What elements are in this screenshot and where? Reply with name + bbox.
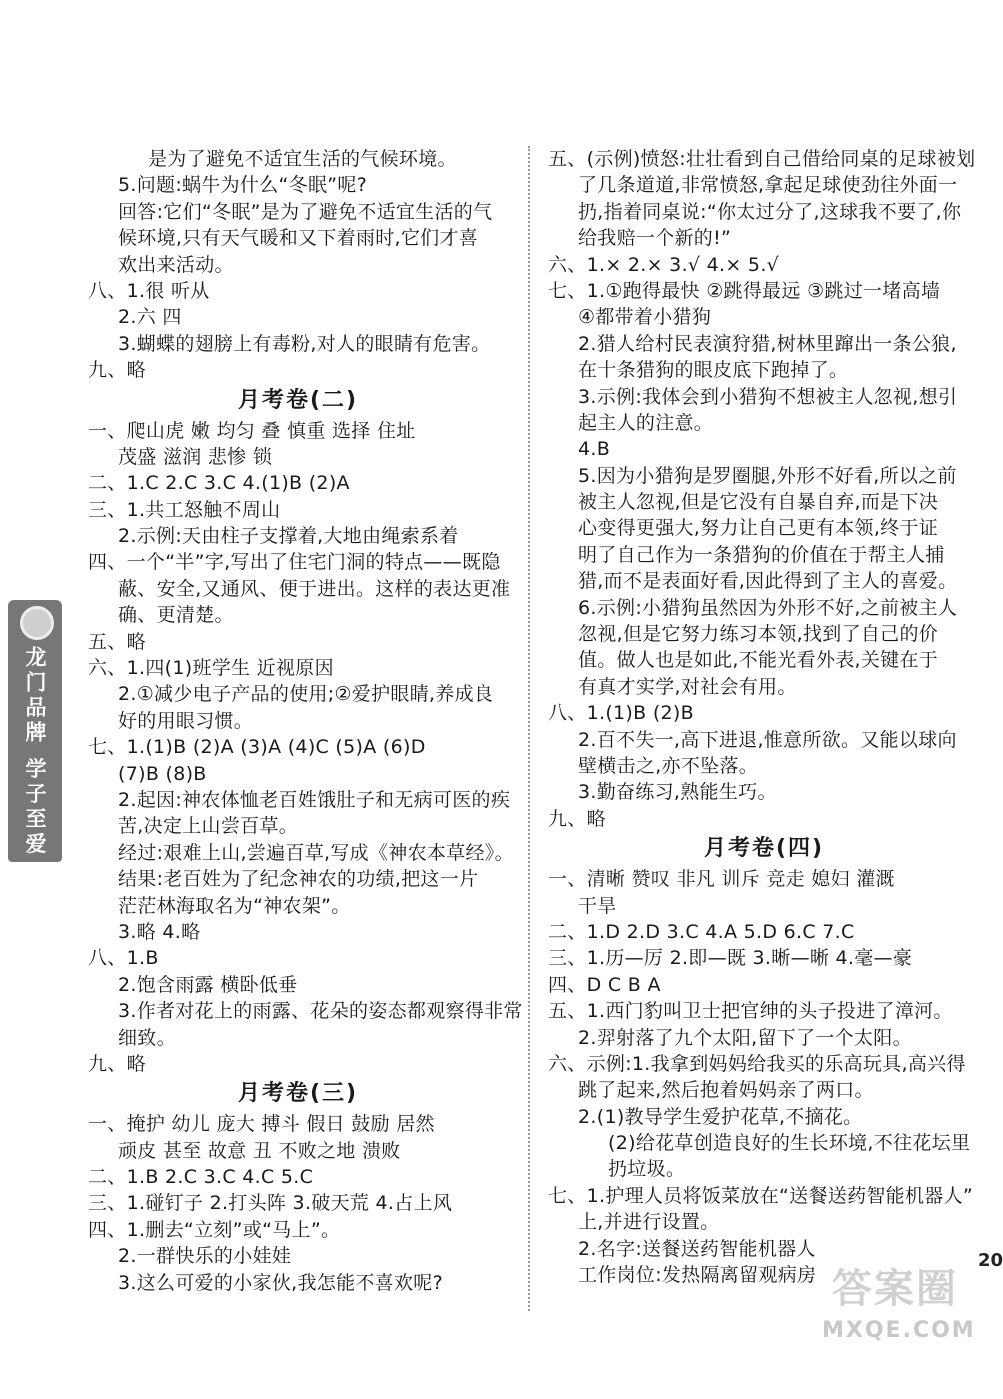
brand-dot-icon	[20, 606, 54, 640]
answer-line: 三、1.共工怒触不周山	[88, 498, 281, 521]
answer-line: 心变得更强大,努力让自己更有本领,终于证	[578, 517, 939, 540]
answer-line: 三、1.历—厉 2.即—既 3.晰—晰 4.毫—豪	[548, 947, 913, 970]
answer-line: 二、1.B 2.C 3.C 4.C 5.C	[88, 1166, 314, 1189]
answer-line: 经过:艰难上山,尝遍百草,写成《神农本草经》。	[118, 841, 514, 864]
answer-line: 七、1.护理人员将饭菜放在“送餐送药智能机器人”	[548, 1184, 974, 1207]
answer-line: 6.示例:小猎狗虽然因为外形不好,之前被主人	[578, 596, 958, 619]
answer-line: 五、1.西门豹叫卫士把官绅的头子投进了漳河。	[548, 1000, 953, 1023]
answer-line: 2.猎人给村民表演狩猎,树林里蹿出一条公狼,	[578, 332, 957, 355]
left-column	[88, 146, 523, 1296]
answer-line: 四、1.删去“立刻”或“马上”。	[88, 1218, 341, 1241]
answer-line: 壁横击之,亦不坠落。	[578, 754, 759, 777]
answer-line: 3.这么可爱的小家伙,我怎能不喜欢呢?	[118, 1271, 443, 1294]
answer-line: 2.百不失一,高下进退,惟意所欲。又能以球向	[578, 728, 957, 751]
answer-line: 给我赔一个新的!”	[578, 227, 732, 250]
answer-line: 四、D C B A	[548, 973, 661, 996]
answer-line: 茂盛 滋润 悲惨 锁	[118, 445, 273, 468]
answer-line: 五、(示例)愤怒:壮壮看到自己借给同桌的足球被划	[548, 148, 976, 170]
answer-line: 二、1.D 2.D 3.C 4.A 5.D 6.C 7.C	[548, 920, 855, 943]
answer-line: 六、1.四(1)班学生 近视原因	[88, 657, 334, 680]
answer-line: 四、一个“半”字,写出了住宅门洞的特点——既隐	[88, 551, 501, 574]
answer-line: 一、掩护 幼儿 庞大 搏斗 假日 鼓励 居然	[88, 1113, 435, 1136]
answer-line: 回答:它们“冬眠”是为了避免不适宜生活的气	[118, 200, 493, 223]
answer-line: 茫茫林海取名为“神农架”。	[118, 894, 351, 917]
answer-line: 好的用眼习惯。	[118, 709, 254, 732]
answer-line: 起主人的注意。	[578, 411, 714, 434]
right-lines-a	[548, 146, 980, 832]
answer-line: 八、1.很 听从	[88, 279, 210, 302]
answer-line: 二、1.C 2.C 3.C 4.(1)B (2)A	[88, 472, 350, 495]
section-title-exam-2: 月考卷(二)	[237, 387, 359, 413]
left-lines-c	[88, 1111, 508, 1296]
answer-line: 九、略	[548, 807, 606, 830]
answer-line: 忽视,但是它努力练习本领,找到了自己的价	[578, 623, 939, 646]
answer-line: 扔,指着同桌说:“你太过分了,这球我不要了,你	[578, 200, 962, 223]
answer-line: (7)B (8)B	[118, 762, 207, 785]
answer-line: 工作岗位:发热隔离留观病房	[578, 1264, 817, 1287]
answer-line: 三、1.碰钉子 2.打头阵 3.破天荒 4.占上风	[88, 1192, 453, 1215]
answer-line: 顽皮 甚至 故意 丑 不败之地 溃败	[118, 1139, 401, 1162]
answer-line: 候环境,只有天气暖和又下着雨时,它们才喜	[118, 227, 479, 250]
answer-line: 九、略	[88, 1052, 146, 1075]
answer-line: 5.问题:蜗牛为什么“冬眠”呢?	[118, 174, 368, 197]
column-divider	[528, 146, 530, 1311]
answer-line: 5.因为小猎狗是罗圈腿,外形不好看,所以之前	[578, 464, 957, 487]
right-column	[548, 146, 980, 1288]
answer-line: 2.饱含雨露 横卧低垂	[118, 973, 298, 996]
answer-line: 在十条猎狗的眼皮底下跑掉了。	[578, 359, 849, 382]
answer-line: 值。做人也是如此,不能光看外表,关键在于	[578, 649, 939, 672]
answer-line: 是为了避免不适宜生活的气候环境。	[148, 148, 457, 170]
answer-line: 确、更清楚。	[118, 604, 234, 627]
left-lines-a	[88, 146, 508, 384]
answer-line: (2)给花草创造良好的生长环境,不往花坛里	[608, 1132, 971, 1155]
answer-line: 4.B	[578, 438, 611, 461]
answer-line: 2.一群快乐的小娃娃	[118, 1245, 292, 1268]
answer-line: 九、略	[88, 359, 146, 382]
answer-line: 有真才实学,对社会有用。	[578, 675, 797, 698]
answer-line: 结果:老百姓为了纪念神农的功绩,把这一片	[118, 868, 479, 891]
answer-line: 干旱	[578, 894, 617, 917]
answer-line: ④都带着小猎狗	[578, 306, 712, 329]
watermark-logo: 答案圈	[832, 1266, 958, 1312]
answer-line: 上,并进行设置。	[578, 1211, 720, 1234]
answer-line: 一、清晰 赞叹 非凡 训斥 竞走 媳妇 灌溉	[548, 868, 895, 891]
answer-line: 猎,而不是表面好看,因此得到了主人的喜爱。	[578, 570, 958, 593]
answer-line: 七、1.①跑得最快 ②跳得最远 ③跳过一堵高墙	[548, 279, 941, 302]
answer-line: 七、1.(1)B (2)A (3)A (4)C (5)A (6)D	[88, 736, 426, 759]
answer-line: 六、示例:1.我拿到妈妈给我买的乐高玩具,高兴得	[548, 1052, 966, 1075]
answer-line: 3.示例:我体会到小猎狗不想被主人忽视,想引	[578, 385, 958, 408]
answer-line: 八、1.(1)B (2)B	[548, 702, 694, 725]
answer-line: 了几条道道,非常愤怒,拿起足球使劲往外面一	[578, 174, 958, 197]
brand-side-tab	[8, 600, 62, 862]
answer-line: 2.①减少电子产品的使用;②爱护眼睛,养成良	[118, 683, 494, 706]
answer-line: 2.(1)教导学生爱护花草,不摘花。	[578, 1105, 863, 1128]
answer-line: 跳了起来,然后抱着妈妈亲了两口。	[578, 1079, 874, 1102]
answer-line: 欢出来活动。	[118, 253, 234, 276]
answer-line: 扔垃圾。	[608, 1158, 686, 1181]
answer-line: 被主人忽视,但是它没有自暴自弃,而是下决	[578, 491, 939, 514]
page-number: 20	[978, 1250, 1003, 1271]
answer-line: 2.羿射落了九个太阳,留下了一个太阳。	[578, 1026, 912, 1049]
answer-line: 2.名字:送餐送药智能机器人	[578, 1237, 816, 1260]
brand-slogan: 龙门品牌 学子至爱	[23, 646, 47, 858]
answer-line: 细致。	[118, 1026, 176, 1049]
answer-line: 一、爬山虎 嫩 均匀 叠 慎重 选择 住址	[88, 419, 416, 442]
answer-line: 3.作者对花上的雨露、花朵的姿态都观察得非常	[118, 1000, 523, 1023]
answer-line: 明了自己作为一条猎狗的价值在于帮主人捕	[578, 543, 945, 566]
answer-line: 3.蝴蝶的翅膀上有毒粉,对人的眼睛有危害。	[118, 332, 491, 355]
left-lines-b	[88, 418, 523, 1078]
answer-line: 五、略	[88, 630, 146, 653]
answer-line: 2.示例:天由柱子支撑着,大地由绳索系着	[118, 525, 459, 548]
answer-line: 蔽、安全,又通风、便于进出。这样的表达更准	[118, 577, 511, 600]
answer-line: 2.起因:神农体恤老百姓饿肚子和无病可医的疾	[118, 788, 511, 811]
answer-line: 3.略 4.略	[118, 920, 201, 943]
answer-line: 六、1.× 2.× 3.√ 4.× 5.√	[548, 253, 780, 276]
right-lines-b	[548, 866, 980, 1288]
section-title-exam-3: 月考卷(三)	[237, 1081, 359, 1107]
answer-line: 八、1.B	[88, 947, 159, 970]
section-title-exam-4: 月考卷(四)	[703, 836, 825, 862]
answer-line: 3.勤奋练习,熟能生巧。	[578, 781, 777, 804]
answer-line: 苦,决定上山尝百草。	[118, 815, 299, 838]
watermark-site: MXQE.COM	[822, 1318, 976, 1343]
answer-line: 2.六 四	[118, 306, 182, 329]
